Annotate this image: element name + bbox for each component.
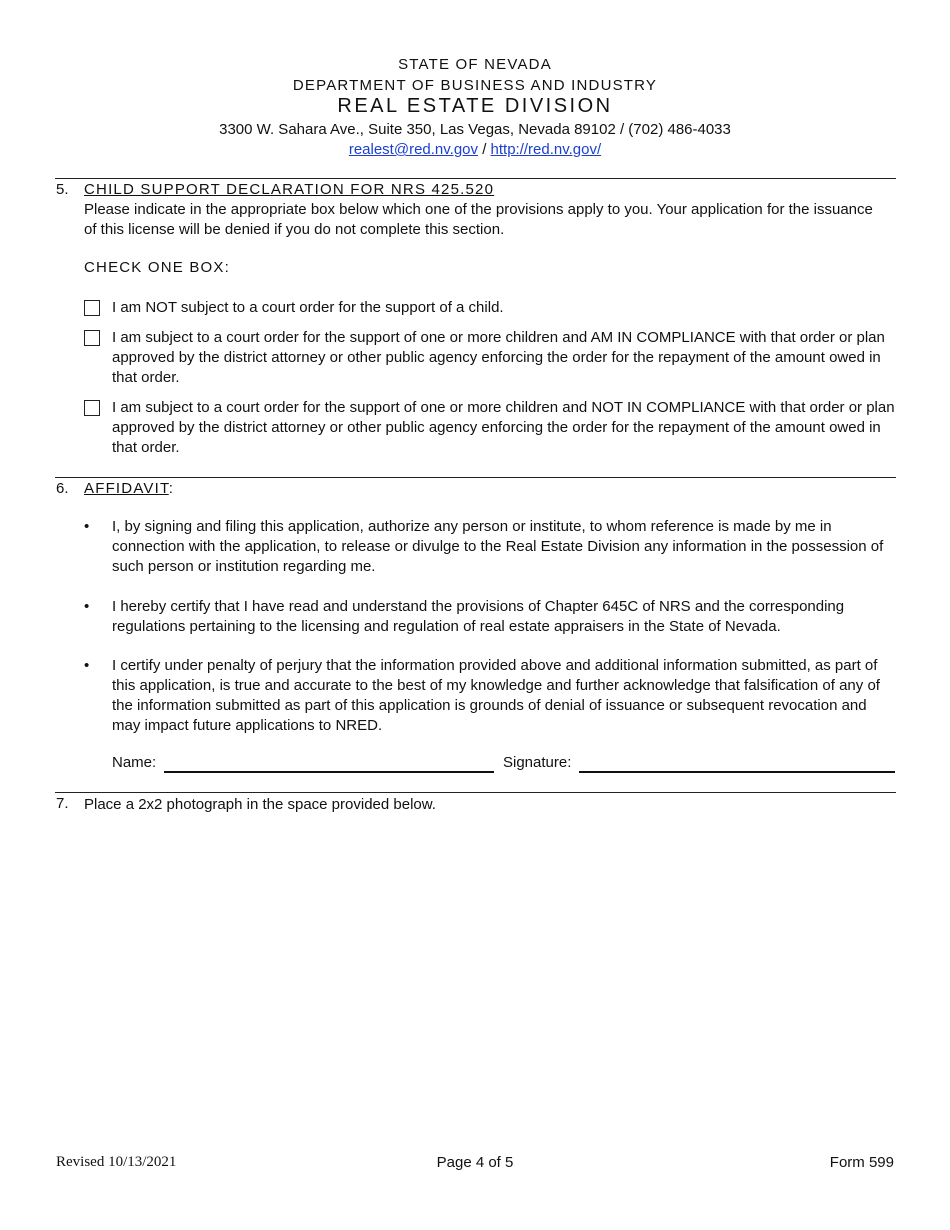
divider [55, 477, 896, 478]
section-5-number: 5. [56, 181, 69, 198]
section-6-title-colon: : [168, 480, 175, 497]
bullet-icon: • [84, 657, 90, 674]
bullet-icon: • [84, 598, 90, 615]
check-one-box-label: CHECK ONE BOX: [84, 259, 230, 276]
option-1-label: I am NOT subject to a court order for the support of a child. [112, 299, 504, 316]
child-support-option-2[interactable] [84, 328, 896, 388]
section-7-text: Place a 2x2 photograph in the space provided below. [84, 796, 436, 813]
bullet-icon: • [84, 518, 90, 535]
signature-label: Signature: [503, 754, 572, 771]
name-field[interactable] [164, 771, 494, 773]
affidavit-item-3 [84, 656, 896, 736]
affidavit-item-3-text: I certify under penalty of perjury that the information provided above and additional information submitted, as part of this application, is true and accurate to the best of my knowledge and further acknowledge that falsification of any of the information submitted as part of this application is grounds of denial of issuance or subsequent revocation and may impact future applications to NRED. [112, 657, 880, 734]
footer-revised: Revised 10/13/2021 [56, 1154, 177, 1170]
option-2-checkbox[interactable] [84, 330, 100, 346]
child-support-option-3[interactable] [84, 398, 896, 458]
photo-area [84, 820, 896, 1120]
website-link[interactable]: http://red.nv.gov/ [490, 141, 602, 158]
header-state: STATE OF NEVADA [398, 56, 552, 73]
option-1-checkbox[interactable] [84, 300, 100, 316]
affidavit-item-1-text: I, by signing and filing this application, authorize any person or institute, to whom reference is made by me in connection with the application, to release or divulge to the Real Estate Division any information in the possession of such person or institution regarding me. [112, 518, 884, 575]
header-contact [0, 141, 950, 158]
section-5-intro: Please indicate in the appropriate box below which one of the provisions apply to you. Your application for the issuance of this license will be denied if you do not complete this section. [84, 201, 873, 238]
name-label: Name: [112, 754, 157, 771]
footer-page-number: Page 4 of 5 [436, 1154, 514, 1171]
affidavit-item-2 [84, 597, 896, 637]
contact-separator: / [482, 141, 487, 158]
divider [55, 178, 896, 179]
section-6-title [84, 480, 174, 497]
affidavit-item-1 [84, 517, 896, 577]
child-support-option-1[interactable] [84, 298, 896, 318]
header-department: DEPARTMENT OF BUSINESS AND INDUSTRY [292, 77, 658, 94]
option-3-label: I am subject to a court order for the support of one or more children and NOT IN COMPLIANCE with that order or plan approved by the district attorney or other public agency enforcing the order for the repayment of the amount owed in that order. [112, 399, 895, 456]
header-division: REAL ESTATE DIVISION [337, 95, 613, 117]
signature-field[interactable] [579, 771, 895, 773]
footer-form-number: Form 599 [829, 1154, 894, 1171]
option-2-label: I am subject to a court order for the support of one or more children and AM IN COMPLIANCE with that order or plan approved by the district attorney or other public agency enforcing the order for the repayment of the amount owed in that order. [112, 329, 885, 386]
section-6-title-text: AFFIDAVIT [84, 480, 169, 497]
header-address: 3300 W. Sahara Ave., Suite 350, Las Vegas, Nevada 89102 / (702) 486-4033 [219, 121, 731, 138]
divider [55, 792, 896, 793]
section-7-number: 7. [56, 795, 69, 812]
affidavit-item-2-text: I hereby certify that I have read and understand the provisions of Chapter 645C of NRS and the corresponding regulations pertaining to the licensing and regulation of real estate appraisers in the State of Nevada. [112, 598, 845, 635]
email-link[interactable]: realest@red.nv.gov [348, 141, 479, 158]
section-5-title-text: CHILD SUPPORT DECLARATION FOR NRS 425.520 [84, 181, 495, 198]
section-5-title [84, 181, 494, 198]
section-6-number: 6. [56, 480, 69, 497]
option-3-checkbox[interactable] [84, 400, 100, 416]
